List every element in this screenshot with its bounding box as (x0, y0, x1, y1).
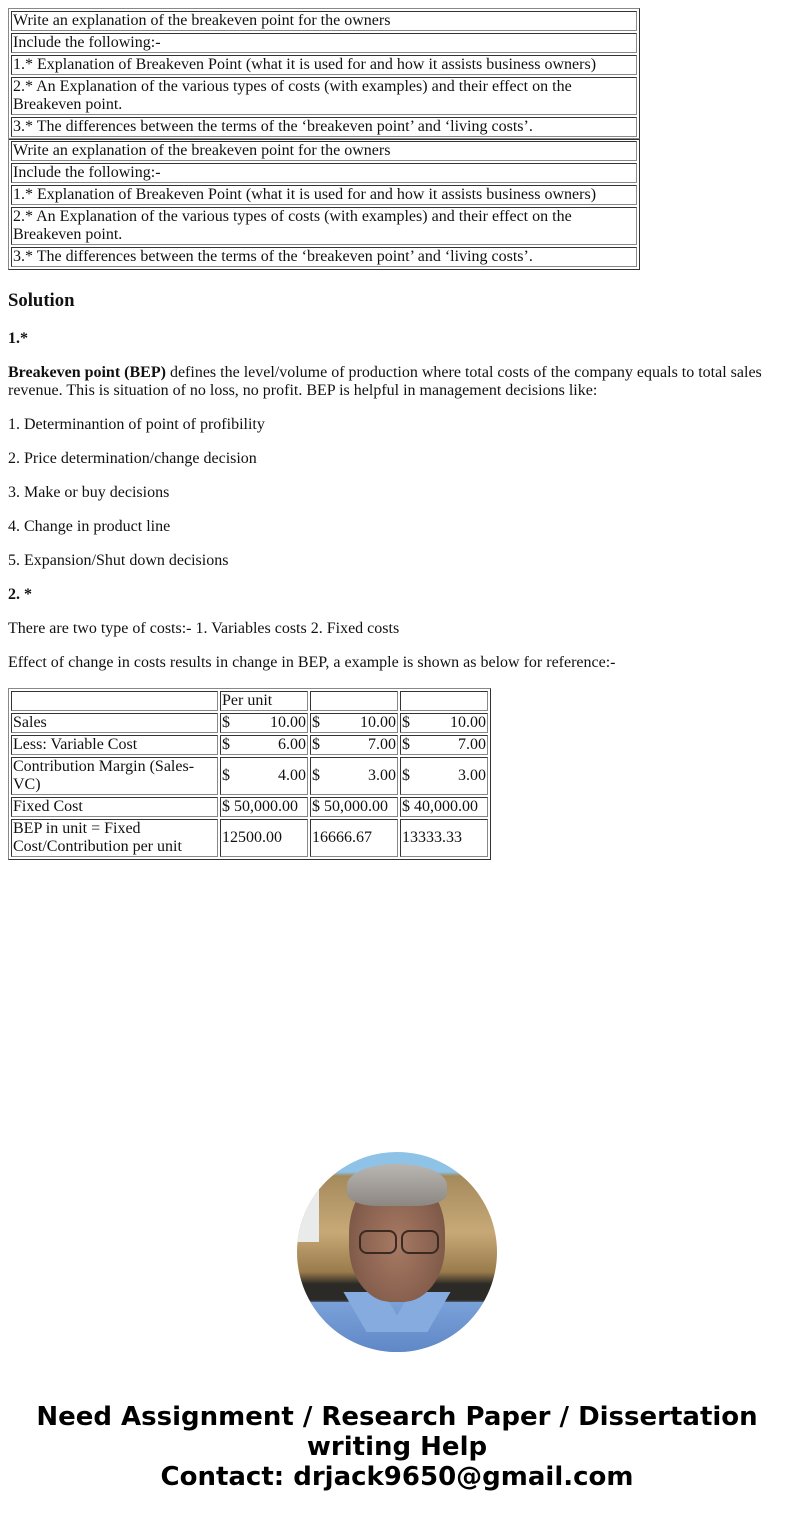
currency: $ (312, 767, 320, 784)
amount: 10.00 (360, 714, 396, 731)
question-row: 1.* Explanation of Breakeven Point (what it is used for and how it assists business owners) (11, 55, 637, 75)
value-cell: $ 40,000.00 (400, 797, 488, 817)
amount: 7.00 (458, 736, 486, 753)
value-cell: 13333.33 (400, 819, 488, 857)
money-cell (220, 735, 308, 755)
question-row: Write an explanation of the breakeven point for the owners (11, 141, 637, 161)
part2-label: 2. * (8, 586, 32, 603)
value-cell: 16666.67 (310, 819, 398, 857)
row-label: Contribution Margin (Sales-VC) (11, 757, 218, 795)
currency: $ (222, 767, 230, 784)
bep-term: Breakeven point (BEP) (8, 364, 166, 381)
money-cell (310, 735, 398, 755)
amount: 7.00 (368, 736, 396, 753)
row-label: Fixed Cost (11, 797, 218, 817)
value-cell: $ 50,000.00 (310, 797, 398, 817)
amount: 10.00 (270, 714, 306, 731)
question-table (8, 8, 640, 140)
row-label: BEP in unit = Fixed Cost/Contribution per unit (11, 819, 218, 857)
decision-item: 1. Determinantion of point of profibility (8, 416, 265, 433)
table-row (11, 713, 488, 733)
money-cell (220, 757, 308, 795)
money-cell (310, 757, 398, 795)
currency: $ (312, 714, 320, 731)
part1-label: 1.* (8, 330, 28, 347)
avatar (297, 1152, 497, 1352)
solution-heading: Solution (8, 290, 75, 311)
amount: 3.00 (458, 767, 486, 784)
promo-line: Need Assignment / Research Paper / Dissertation (36, 1402, 758, 1432)
currency: $ (222, 714, 230, 731)
question-row: 2.* An Explanation of the various types of costs (with examples) and their effect on the Breakeven point. (11, 207, 637, 245)
money-cell (400, 757, 488, 795)
currency: $ (402, 714, 410, 731)
hair (347, 1164, 447, 1206)
cost-types-text: There are two type of costs:- 1. Variables costs 2. Fixed costs (8, 620, 400, 637)
table-row (11, 757, 488, 795)
question-row: 3.* The differences between the terms of the ‘breakeven point’ and ‘living costs’. (11, 247, 637, 267)
header-cell: Per unit (220, 691, 308, 711)
money-cell (400, 713, 488, 733)
header-cell (400, 691, 488, 711)
question-row: 3.* The differences between the terms of the ‘breakeven point’ and ‘living costs’. (11, 117, 637, 137)
money-cell (220, 713, 308, 733)
question-row: 2.* An Explanation of the various types of costs (with examples) and their effect on the Breakeven point. (11, 77, 637, 115)
row-label: Less: Variable Cost (11, 735, 218, 755)
background-panel (297, 1187, 319, 1242)
bep-definition-text: defines the level/volume of production where total costs of the company equals to total sales revenue. This is situation of no loss, no profit. BEP is helpful in management decisions like: (8, 364, 762, 399)
table-row (11, 797, 488, 817)
amount: 6.00 (278, 736, 306, 753)
decision-item: 3. Make or buy decisions (8, 484, 170, 501)
currency: $ (222, 736, 230, 753)
bep-table (8, 688, 491, 860)
value-cell: 12500.00 (220, 819, 308, 857)
money-cell (310, 713, 398, 733)
bep-definition (8, 364, 786, 400)
table-header-row (11, 691, 488, 711)
decision-item: 5. Expansion/Shut down decisions (8, 552, 229, 569)
amount: 10.00 (450, 714, 486, 731)
promo-line: writing Help (306, 1432, 488, 1462)
question-table (8, 138, 640, 270)
currency: $ (312, 736, 320, 753)
question-row: Write an explanation of the breakeven point for the owners (11, 11, 637, 31)
question-row: Include the following:- (11, 33, 637, 53)
table-row (11, 735, 488, 755)
table-row (11, 819, 488, 857)
header-cell (11, 691, 218, 711)
money-cell (400, 735, 488, 755)
currency: $ (402, 736, 410, 753)
currency: $ (402, 767, 410, 784)
question-row: 1.* Explanation of Breakeven Point (what it is used for and how it assists business owners) (11, 185, 637, 205)
row-label: Sales (11, 713, 218, 733)
decision-item: 2. Price determination/change decision (8, 450, 257, 467)
glasses-icon (359, 1230, 439, 1252)
header-cell (310, 691, 398, 711)
promo-section (0, 1152, 794, 1492)
effect-text: Effect of change in costs results in change in BEP, a example is shown as below for reference:- (8, 654, 616, 671)
promo-text (0, 1402, 794, 1492)
amount: 3.00 (368, 767, 396, 784)
contact-email: Contact: drjack9650@gmail.com (160, 1462, 634, 1492)
amount: 4.00 (278, 767, 306, 784)
decision-item: 4. Change in product line (8, 518, 171, 535)
value-cell: $ 50,000.00 (220, 797, 308, 817)
question-row: Include the following:- (11, 163, 637, 183)
